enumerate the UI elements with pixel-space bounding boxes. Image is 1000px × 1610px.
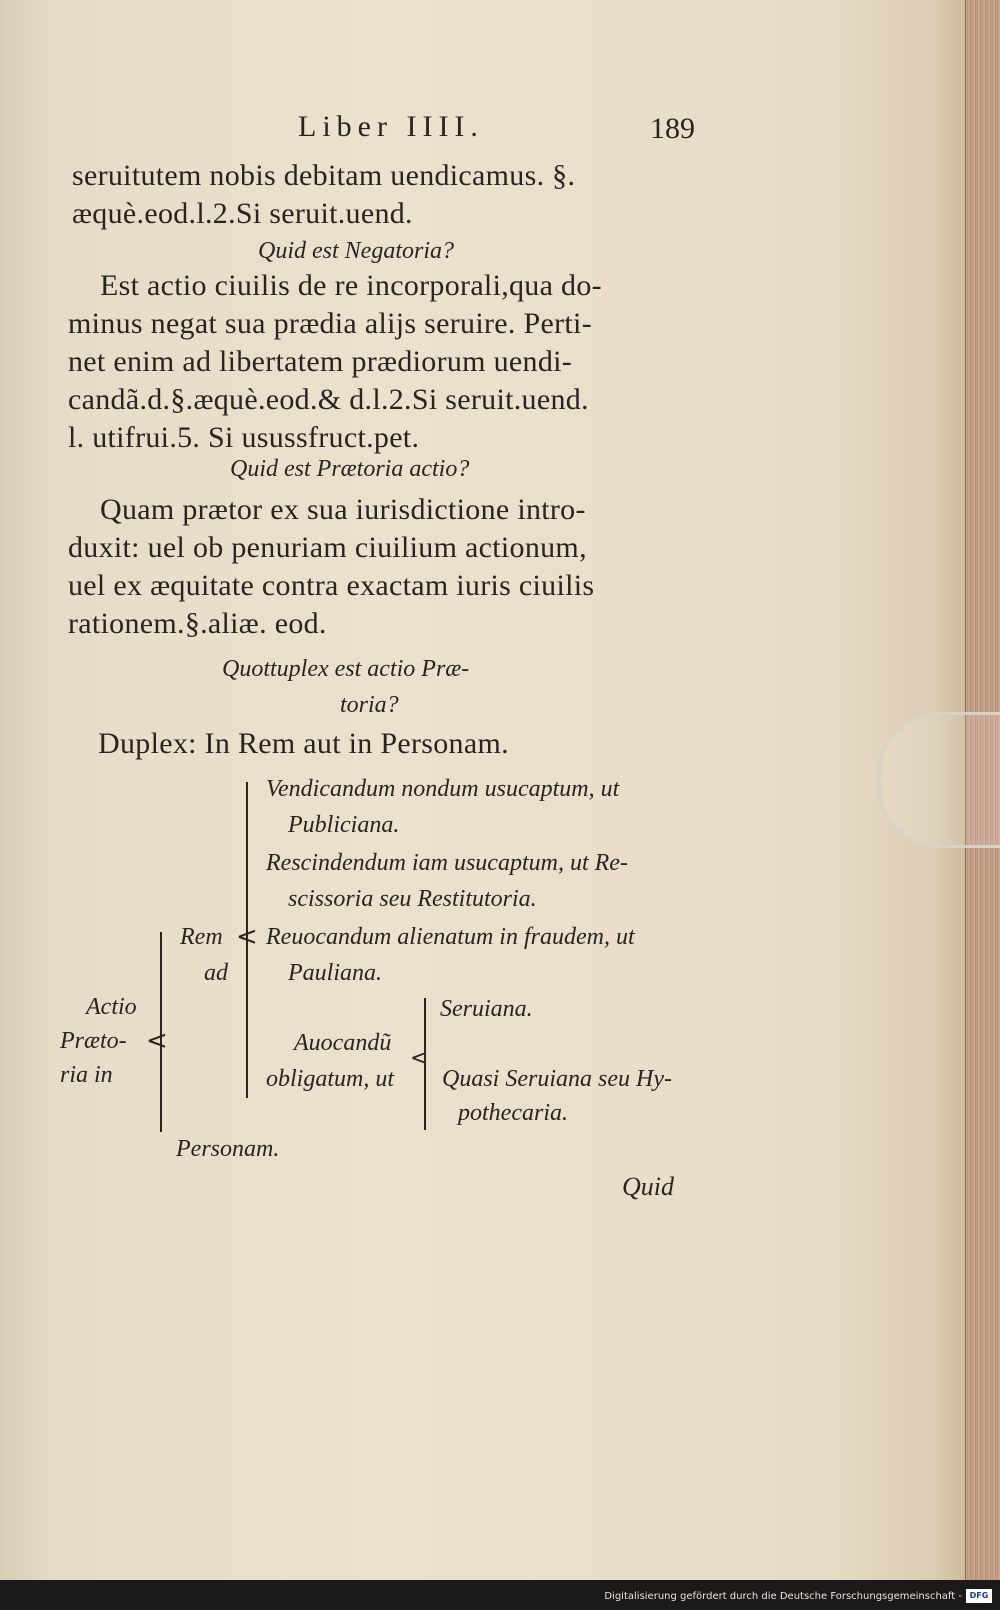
diagram-sub-item: Quasi Seruiana seu Hy- — [442, 1066, 672, 1092]
question-heading: Quid est Negatoria? — [258, 238, 454, 264]
diagram-root-label: Actio — [86, 994, 137, 1020]
diagram-rem-label: ad — [204, 960, 228, 986]
dfg-logo: DFG — [966, 1589, 992, 1603]
diagram-item: Rescindendum iam usucaptum, ut Re- — [266, 850, 628, 876]
text-line: minus negat sua prædia alijs seruire. Perti- — [68, 307, 592, 340]
diagram-root-label: ria in — [60, 1062, 113, 1088]
diagram-item: Publiciana. — [288, 812, 400, 838]
text-line: Est actio ciuilis de re incorporali,qua do- — [100, 269, 602, 302]
text-line: l. utifrui.5. Si usussfruct.pet. — [68, 421, 420, 454]
diagram-item: scissoria seu Restitutoria. — [288, 886, 537, 912]
diagram-item: Reuocandum alienatum in fraudem, ut — [266, 924, 635, 950]
text-line: Quam prætor ex sua iurisdictione intro- — [100, 493, 586, 526]
running-header: Liber IIII. — [298, 110, 484, 143]
text-line: net enim ad libertatem prædiorum uendi- — [68, 345, 573, 378]
footer-credit: Digitalisierung gefördert durch die Deutsche Forschungsgemeinschaft - — [604, 1591, 962, 1602]
diagram-rem-label: Rem — [180, 924, 223, 950]
diagram-auocandum: obligatum, ut — [266, 1066, 395, 1092]
question-heading: Quid est Prætoria actio? — [230, 456, 470, 482]
diagram-sub-item: pothecaria. — [458, 1100, 568, 1126]
text-line: candã.d.§.æquè.eod.& d.l.2.Si seruit.uend. — [68, 383, 589, 416]
folio-number: 189 — [650, 112, 695, 145]
text-line: seruitutem nobis debitam uendicamus. §. — [72, 159, 576, 192]
answer-line: Duplex: In Rem aut in Personam. — [98, 727, 509, 760]
brace-sub-point: < — [410, 1046, 429, 1071]
diagram-item: Pauliana. — [288, 960, 382, 986]
diagram-auocandum: Auocandũ — [294, 1030, 392, 1056]
text-line: rationem.§.aliæ. eod. — [68, 607, 327, 640]
text-line: uel ex æquitate contra exactam iuris ciuilis — [68, 569, 595, 602]
question-heading: Quottuplex est actio Præ- — [222, 656, 470, 682]
brace-main-point: < — [146, 1026, 168, 1056]
diagram-root-label: Præto- — [60, 1028, 127, 1054]
diagram-personam-label: Personam. — [176, 1136, 280, 1162]
text-line: duxit: uel ob penuriam ciuilium actionum, — [68, 531, 587, 564]
question-heading: toria? — [340, 692, 399, 718]
page-clip — [878, 712, 1000, 848]
text-line: æquè.eod.l.2.Si seruit.uend. — [72, 197, 413, 230]
brace-rem-point: < — [236, 922, 258, 952]
diagram-item: Vendicandum nondum usucaptum, ut — [266, 776, 620, 802]
diagram-sub-item: Seruiana. — [440, 996, 533, 1022]
catchword: Quid — [622, 1172, 674, 1201]
